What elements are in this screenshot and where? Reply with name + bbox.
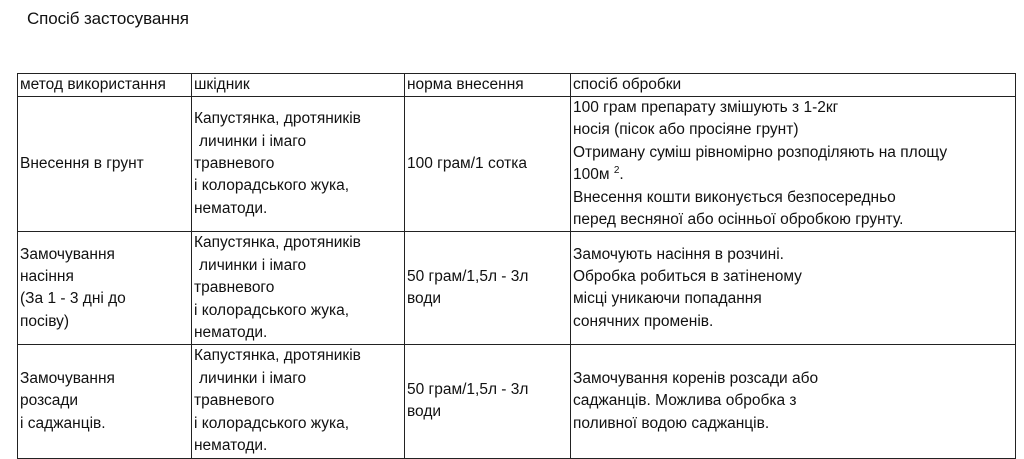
cell-treatment [571,345,1016,458]
cell-line: 50 грам/1,5л - 3л [407,381,529,399]
cell-treatment [571,97,1016,232]
cell-rate [405,345,571,458]
cell-line: Обробка робиться в затіненому [573,268,802,286]
cell-line: перед весняної або осінньої обробкою грунту. [573,211,904,229]
cell-line: нематоди. [194,199,268,217]
cell-line: (За 1 - 3 дні до [20,290,126,308]
cell-line: личинки і імаго [199,132,307,150]
cell-line: 100 грам препарату змішують з 1-2кг [573,99,839,116]
area-value: 100м [573,166,610,184]
cell-line: 50 грам/1,5л - 3л [407,268,529,286]
cell-line: Замочування [20,245,115,263]
cell-line: посіву) [20,312,70,330]
page-title: Спосіб застосування [27,9,189,28]
cell-line: і колорадського жука, [194,414,350,432]
cell-line: травневого [194,392,275,410]
table-header-row [18,74,1016,97]
cell-line: нематоди. [194,437,268,455]
cell-line: личинки і імаго [199,369,307,387]
cell-line: і колорадського жука, [194,301,350,319]
cell-line: Замочують насіння в розчині. [573,245,784,263]
cell-line: сонячних променів. [573,312,714,330]
cell-line: нематоди. [194,324,268,342]
cell-line: травневого [194,279,275,297]
cell-line: личинки і імаго [199,256,307,274]
cell-line: 100 грам/1 сотка [407,155,527,173]
cell-line: Отриману суміш рівномірно розподіляють на площу [573,143,948,161]
cell-method [18,345,192,458]
cell-line: Капустянка, дротяників [194,110,361,128]
superscript: 2 [613,165,620,177]
cell-line: і колорадського жука, [194,177,350,195]
cell-line: Внесення кошти виконується безпосередньо [573,188,896,206]
cell-line: води [407,290,442,308]
header-rate: норма внесення [405,74,571,97]
cell-line: і саджанців. [20,414,106,432]
cell-line: Замочування [20,369,115,387]
cell-line: саджанців. Можлива обробка з [573,392,797,410]
table-row [18,232,1016,345]
table-row [18,345,1016,458]
cell-line: насіння [20,268,74,286]
cell-line: води [407,403,442,421]
cell-line: місці уникаючи попадання [573,290,762,308]
cell-line: розсади [20,392,79,410]
cell-pest [192,97,405,232]
cell-method [18,97,192,232]
cell-rate [405,232,571,345]
period: . [619,166,624,184]
table-row [18,97,1016,232]
cell-line-with-superscript [573,164,1013,186]
cell-line: травневого [194,155,275,173]
cell-line: Внесення в грунт [20,155,144,173]
cell-line: носія (пісок або просіяне грунт) [573,121,799,139]
header-method: метод використання [18,74,192,97]
cell-line: Замочування коренів розсади або [573,369,819,387]
cell-line: поливної водою саджанців. [573,414,770,432]
cell-treatment [571,232,1016,345]
cell-line: Капустянка, дротяників [194,234,361,252]
header-pest: шкідник [192,74,405,97]
cell-rate [405,97,571,232]
usage-table [17,73,1016,459]
header-treatment: спосіб обробки [571,74,1016,97]
cell-pest [192,345,405,458]
cell-line: Капустянка, дротяників [194,347,361,365]
cell-pest [192,232,405,345]
cell-method [18,232,192,345]
